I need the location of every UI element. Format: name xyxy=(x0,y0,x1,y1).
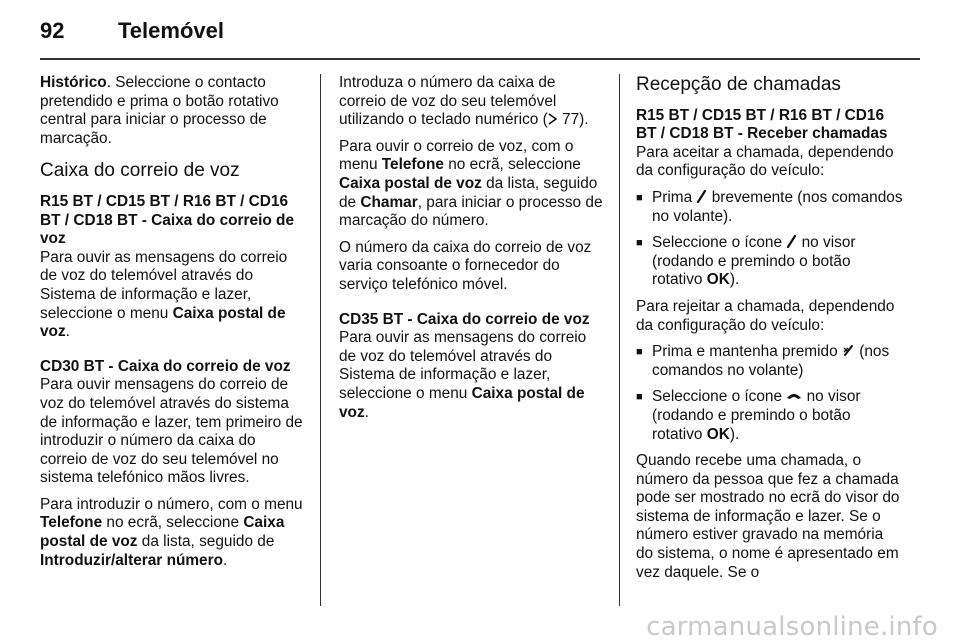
page-reference: 77). xyxy=(557,111,589,129)
text: Seleccione o ícone xyxy=(652,388,787,406)
text: no ecrã, seleccione xyxy=(102,514,244,532)
phone-reject-icon xyxy=(842,343,855,362)
paragraph xyxy=(40,496,304,570)
bold-term: OK xyxy=(706,271,730,289)
bold-term: Caixa postal de voz xyxy=(339,174,482,192)
bold-term: Caixa postal de voz xyxy=(40,514,285,551)
subheading: CD30 BT - Caixa do correio de voz xyxy=(40,357,291,375)
paragraph: Para rejeitar a chamada, dependendo da configuração do veículo: xyxy=(636,297,895,334)
subheading: CD35 BT - Caixa do correio de voz xyxy=(339,310,590,328)
text: ). xyxy=(729,271,740,289)
column-1 xyxy=(40,74,304,578)
list-item xyxy=(636,189,904,226)
section-heading: Recepção de chamadas xyxy=(636,74,841,95)
text: . Seleccione o contacto pretendido e prima o botão rotativo central para iniciar o processo de marcação. xyxy=(40,74,279,147)
phone-accept-icon xyxy=(786,234,797,253)
text: Prima e mantenha premido xyxy=(652,343,842,361)
list-item xyxy=(636,234,904,290)
page-title: Telemóvel xyxy=(118,18,224,43)
bold-term: Caixa postal de voz xyxy=(339,384,585,421)
text: (nos comandos no volante) xyxy=(652,343,890,379)
paragraph xyxy=(40,249,304,342)
text: Introduza o número da caixa de correio de voz do seu telemóvel utilizando o teclado numérico ( xyxy=(339,74,557,129)
text: no ecrã, seleccione xyxy=(443,156,581,174)
list-item xyxy=(636,388,904,444)
page-header xyxy=(40,14,920,54)
text: Para ouvir o correio de voz, com o menu xyxy=(339,137,574,174)
subheading: R15 BT / CD15 BT / R16 BT / CD16 BT / CD18 BT - Receber chamadas xyxy=(636,106,888,143)
bold-term: Histórico xyxy=(40,74,107,91)
paragraph xyxy=(339,74,603,130)
column-divider-2 xyxy=(619,74,620,606)
page-reference-icon xyxy=(548,111,558,130)
column-2 xyxy=(339,74,603,430)
paragraph xyxy=(339,329,603,422)
text: . xyxy=(65,323,70,341)
text: da lista, seguido de xyxy=(137,533,275,551)
subheading: R15 BT / CD15 BT / R16 BT / CD16 BT / CD18 BT - Caixa do correio de voz xyxy=(40,192,294,248)
text: . xyxy=(364,403,369,421)
column-divider-1 xyxy=(320,74,321,606)
text: da lista, seguido de xyxy=(339,174,598,211)
text: , para iniciar o processo de marcação do número. xyxy=(339,193,603,230)
bold-term: Telefone xyxy=(381,156,444,174)
watermark: carmanualsonline.info xyxy=(646,612,938,642)
text: Prima xyxy=(652,188,697,206)
paragraph: Quando recebe uma chamada, o número da pessoa que fez a chamada pode ser mostrado no ecrã do visor do sistema de informação e lazer. Se o número estiver gravado na memória do sistema, o nome é apresentado em vez daquele. Se o xyxy=(636,452,900,581)
paragraph: Para ouvir mensagens do correio de voz do telemóvel através do sistema de informação e lazer, tem primeiro de introduzir o número da caixa do correio de voz do seu telemóvel no sistema telefónico mãos livres. xyxy=(40,376,303,487)
text: Seleccione o ícone xyxy=(652,234,787,252)
phone-hangup-icon xyxy=(786,388,802,407)
paragraph xyxy=(339,138,603,231)
text: Para ouvir as mensagens do correio de voz do telemóvel através do Sistema de informação e lazer, seleccione o menu xyxy=(339,329,587,402)
text: . xyxy=(223,551,228,569)
list-item xyxy=(636,343,904,380)
text: Para introduzir o número, com o menu xyxy=(40,495,303,513)
paragraph xyxy=(40,74,304,148)
text: no visor (rodando e premindo o botão rotativo xyxy=(652,234,856,289)
text: Para ouvir as mensagens do correio de voz do telemóvel através do Sistema de informação e lazer, seleccione o menu xyxy=(40,248,288,322)
bold-term: Introduzir/alterar número xyxy=(40,551,224,569)
text: brevemente (nos comandos no volante). xyxy=(652,188,903,225)
section-heading: Caixa do correio de voz xyxy=(40,160,240,182)
page-number: 92 xyxy=(40,18,65,43)
bold-term: OK xyxy=(706,425,730,443)
bold-term: Chamar xyxy=(360,193,418,211)
paragraph: O número da caixa do correio de voz varia consoante o fornecedor do serviço telefónico móvel. xyxy=(339,238,592,293)
column-3 xyxy=(636,74,904,590)
paragraph: Para aceitar a chamada, dependendo da configuração do veículo: xyxy=(636,143,894,180)
bold-term: Caixa postal de voz xyxy=(40,304,286,341)
phone-accept-icon xyxy=(696,189,707,208)
text: ). xyxy=(729,425,740,443)
header-rule xyxy=(40,58,920,60)
bold-term: Telefone xyxy=(40,514,103,532)
text: no visor (rodando e premindo o botão rotativo xyxy=(652,388,861,443)
